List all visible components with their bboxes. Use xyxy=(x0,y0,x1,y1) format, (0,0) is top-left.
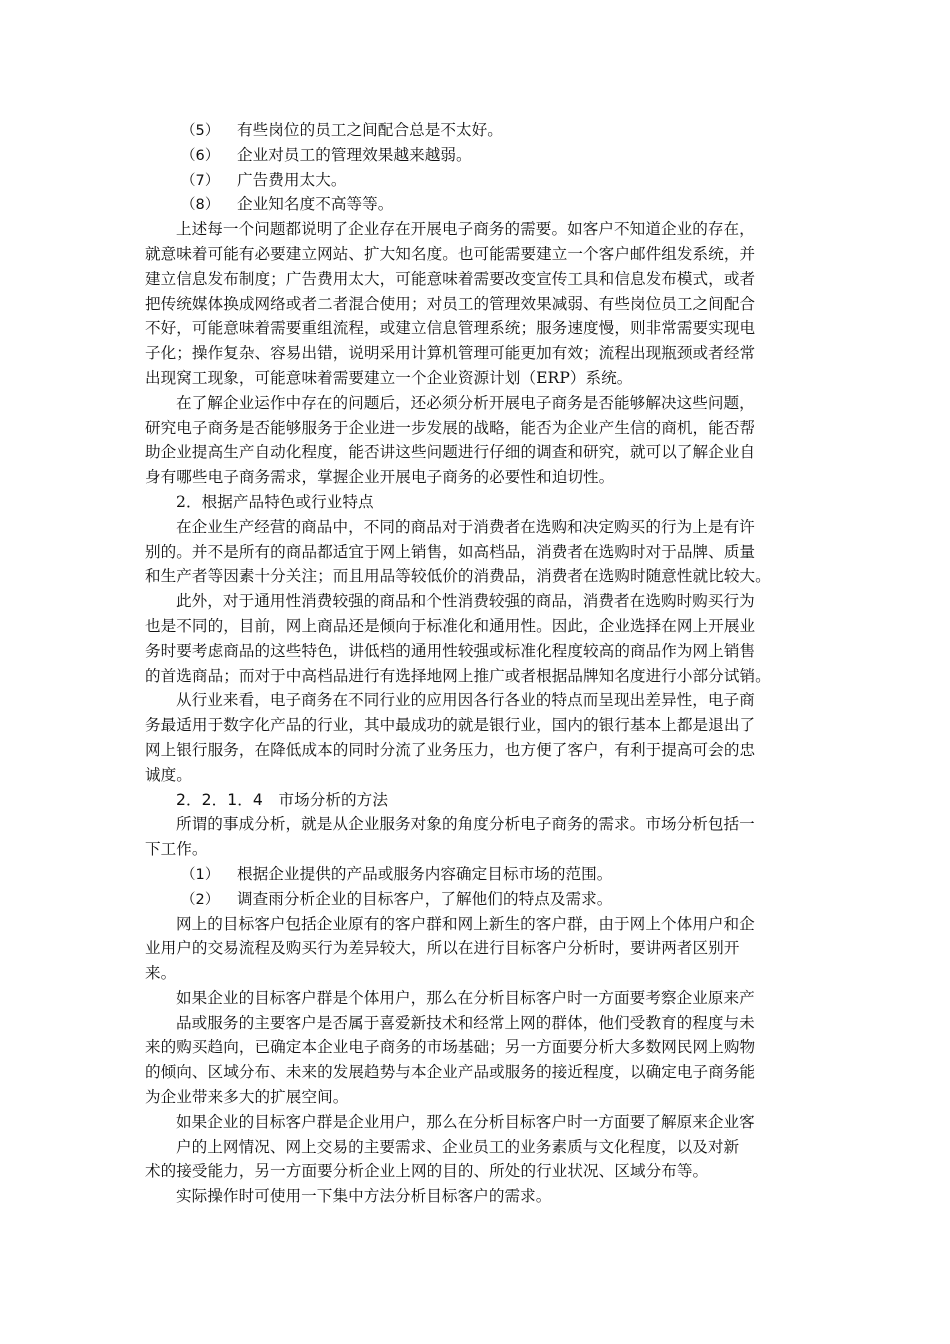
list-item: （8） 企业知名度不高等等。 xyxy=(181,195,394,214)
paragraph: 此外，对于通用性消费较强的商品和个性消费较强的商品，消费者在选购时购买行为 也是不同的，目前，网上商品还是倾向于标准化和通用性。因此，企业选择在网上开展业 务时要考虑商品的这些特色，讲低档的通用性较强或标准化程度较高的商品作为网上销售 的首选商品；而对于中高档品进行有选择地网上推广或者根据品牌知名度进行小部分试销。 xyxy=(145,592,771,685)
list-item: （7） 广告费用太大。 xyxy=(181,170,347,189)
paragraph: 实际操作时可使用一下集中方法分析目标客户的需求。 xyxy=(176,1187,552,1206)
paragraph: 如果企业的目标客户群是企业用户，那么在分析目标客户时一方面要了解原来企业客 户的上网情况、网上交易的主要需求、企业员工的业务素质与文化程度，以及对新 术的接受能力，另一方面要分析企业上网的目的、所处的行业状况、区域分布等。 xyxy=(145,1112,755,1181)
list-item: （1） 根据企业提供的产品或服务内容确定目标市场的范围。 xyxy=(181,864,613,883)
paragraph: 上述每一个问题都说明了企业存在开展电子商务的需要。如客户不知道企业的存在， 就意味着可能有必要建立网站、扩大知名度。也可能需要建立一个客户邮件组发系统，并 建立信息发布制度；广告费用太大，可能意味着需要改变宣传工具和信息发布模式，或者 把传统媒体换成网络或者二者混合使用；对员工的管理效果减弱、有些岗位员工之间配合 不好，可能意味着需要重组流程，或建立信息管理系统；服务速度慢，则非常需要实现电 子化；操作复杂、容易出错，说明采用计算机管理可能更加有效；流程出现瓶颈或者经常 出现窝工现象，可能意味着需要建立一个企业资源计划（ERP）系统。 xyxy=(145,220,756,387)
list-item: （6） 企业对员工的管理效果越来越弱。 xyxy=(181,145,472,164)
list-item: （2） 调查雨分析企业的目标客户，了解他们的特点及需求。 xyxy=(181,889,613,908)
list-item: （5） 有些岗位的员工之间配合总是不太好。 xyxy=(181,121,503,139)
paragraph: 在了解企业运作中存在的问题后，还必须分析开展电子商务是否能够解决这些问题， 研究电子商务是否能够服务于企业进一步发展的战略，能否为企业产生信的商机，能否帮 助企业提高生产自动化程度，能否讲这些问题进行仔细的调查和研究，就可以了解企业自 身有哪些电子商务需求，掌握企业开展电子商务的必要性和迫切性。 xyxy=(145,393,756,487)
section-heading: 2．根据产品特色或行业特点 xyxy=(176,492,374,511)
document-page xyxy=(145,118,805,1209)
paragraph: 从行业来看，电子商务在不同行业的应用因各行各业的特点而呈现出差异性，电子商 务最适用于数字化产品的行业，其中最成功的就是银行业，国内的银行基本上都是退出了 网上银行服务，在降低成本的同时分流了业务压力，也方便了客户，有利于提高可会的忠 诚度。 xyxy=(145,691,756,784)
paragraph: 在企业生产经营的商品中，不同的商品对于消费者在选购和决定购买的行为上是有许 别的。并不是所有的商品都适宜于网上销售，如高档品，消费者在选购时对于品牌、质量 和生产者等因素十分关注；而且用品等较低价的消费品，消费者在选购时随意性就比较大。 xyxy=(145,517,771,586)
paragraph: 所谓的事成分析，就是从企业服务对象的角度分析电子商务的需求。市场分析包括一 下工作。 xyxy=(145,815,755,859)
paragraph: 网上的目标客户包括企业原有的客户群和网上新生的客户群，由于网上个体用户和企 业用户的交易流程及购买行为差异较大，所以在进行目标客户分析时，要讲两者区别开 来。 xyxy=(145,914,755,983)
paragraph: 如果企业的目标客户群是个体用户，那么在分析目标客户时一方面要考察企业原来产 品或服务的主要客户是否属于喜爱新技术和经常上网的群体，他们受教育的程度与未 来的购买趋向，已确定本企业电子商务的市场基础；另一方面要分析大多数网民网上购物 的倾向、区域分布、未来的发展趋势与本企业产品或服务的接近程度，以确定电子商务能 为企业带来多大的扩展空间。 xyxy=(145,988,756,1107)
section-heading: 2．2．1．4 市场分析的方法 xyxy=(176,790,388,809)
